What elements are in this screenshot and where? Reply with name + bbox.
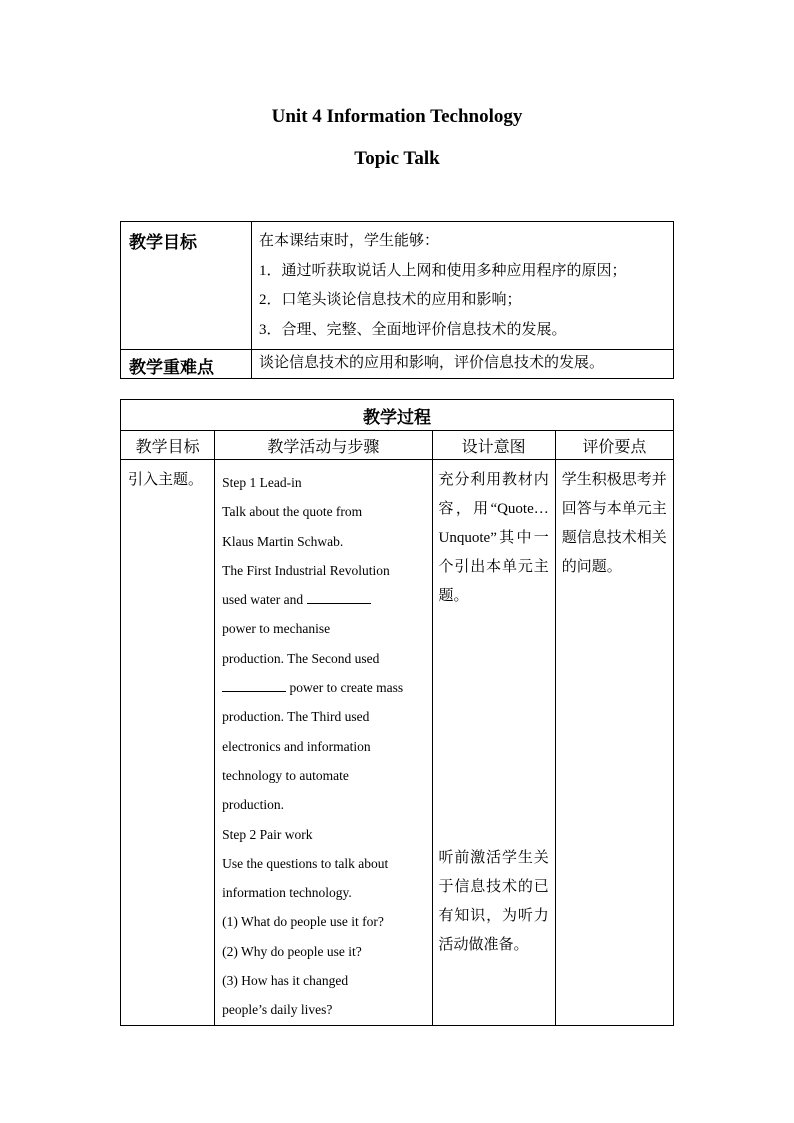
key-points-text: 谈论信息技术的应用和影响，评价信息技术的发展。 (252, 350, 674, 379)
design-intent-1: 充分利用教材内容，用“Quote…Unquote”其中一个引出本单元主题。 (438, 472, 549, 604)
header-design: 设计意图 (432, 431, 555, 460)
step-line: information technology. (222, 885, 352, 901)
header-goal: 教学目标 (121, 431, 215, 460)
step-line: electronics and information (222, 738, 371, 754)
step-text: used water and (222, 592, 304, 608)
step-line: Klaus Martin Schwab. (222, 533, 344, 549)
process-caption: 教学过程 (121, 400, 674, 431)
step-line (222, 585, 427, 614)
step-line: production. The Second used (222, 650, 380, 666)
step-line: (3) How has it changed (222, 973, 349, 989)
objectives-table (120, 221, 674, 379)
step-line: Step 1 Lead-in (222, 475, 302, 490)
fill-in-blank (307, 590, 371, 604)
step-line: technology to automate (222, 767, 349, 783)
process-table (120, 399, 674, 1026)
key-points-label: 教学重难点 (121, 350, 252, 379)
objective-item: 3．合理、完整、全面地评价信息技术的发展。 (259, 321, 567, 338)
step-line: Step 2 Pair work (222, 826, 313, 842)
activities-cell (215, 460, 432, 1026)
evaluation-cell: 学生积极思考并回答与本单元主题信息技术相关的问题。 (555, 460, 673, 1026)
design-intent-2: 听前激活学生关于信息技术的已有知识，为听力活动做准备。 (438, 850, 549, 953)
step-line: (2) Why do people use it? (222, 943, 362, 959)
objectives-intro: 在本课结束时，学生能够： (259, 233, 440, 249)
step-line: The First Industrial Revolution (222, 562, 390, 578)
step-line: Talk about the quote from (222, 504, 363, 520)
goal-cell: 引入主题。 (121, 460, 215, 1026)
process-header-row (121, 431, 674, 460)
step-line (222, 673, 427, 702)
process-row (121, 460, 674, 1026)
page-title: Unit 4 Information Technology (271, 106, 523, 127)
objective-item: 1．通过听获取说话人上网和使用多种应用程序的原因； (259, 262, 627, 279)
objectives-row (121, 222, 674, 350)
step-line: Use the questions to talk about (222, 855, 389, 871)
step-line: production. (222, 797, 285, 813)
step-text: power to create mass (289, 680, 404, 696)
step-line: power to mechanise (222, 621, 331, 637)
fill-in-blank (222, 678, 286, 692)
objective-item: 2．口笔头谈论信息技术的应用和影响； (259, 292, 522, 308)
page-subtitle: Topic Talk (354, 148, 440, 169)
design-cell (432, 460, 555, 1026)
objectives-label: 教学目标 (121, 222, 252, 350)
objectives-content (252, 222, 674, 350)
step-line: people’s daily lives? (222, 1002, 333, 1018)
header-evaluation: 评价要点 (555, 431, 673, 460)
step-line: (1) What do people use it for? (222, 914, 384, 930)
key-points-row (121, 350, 674, 379)
step-line: production. The Third used (222, 709, 370, 725)
header-activities: 教学活动与步骤 (215, 431, 432, 460)
